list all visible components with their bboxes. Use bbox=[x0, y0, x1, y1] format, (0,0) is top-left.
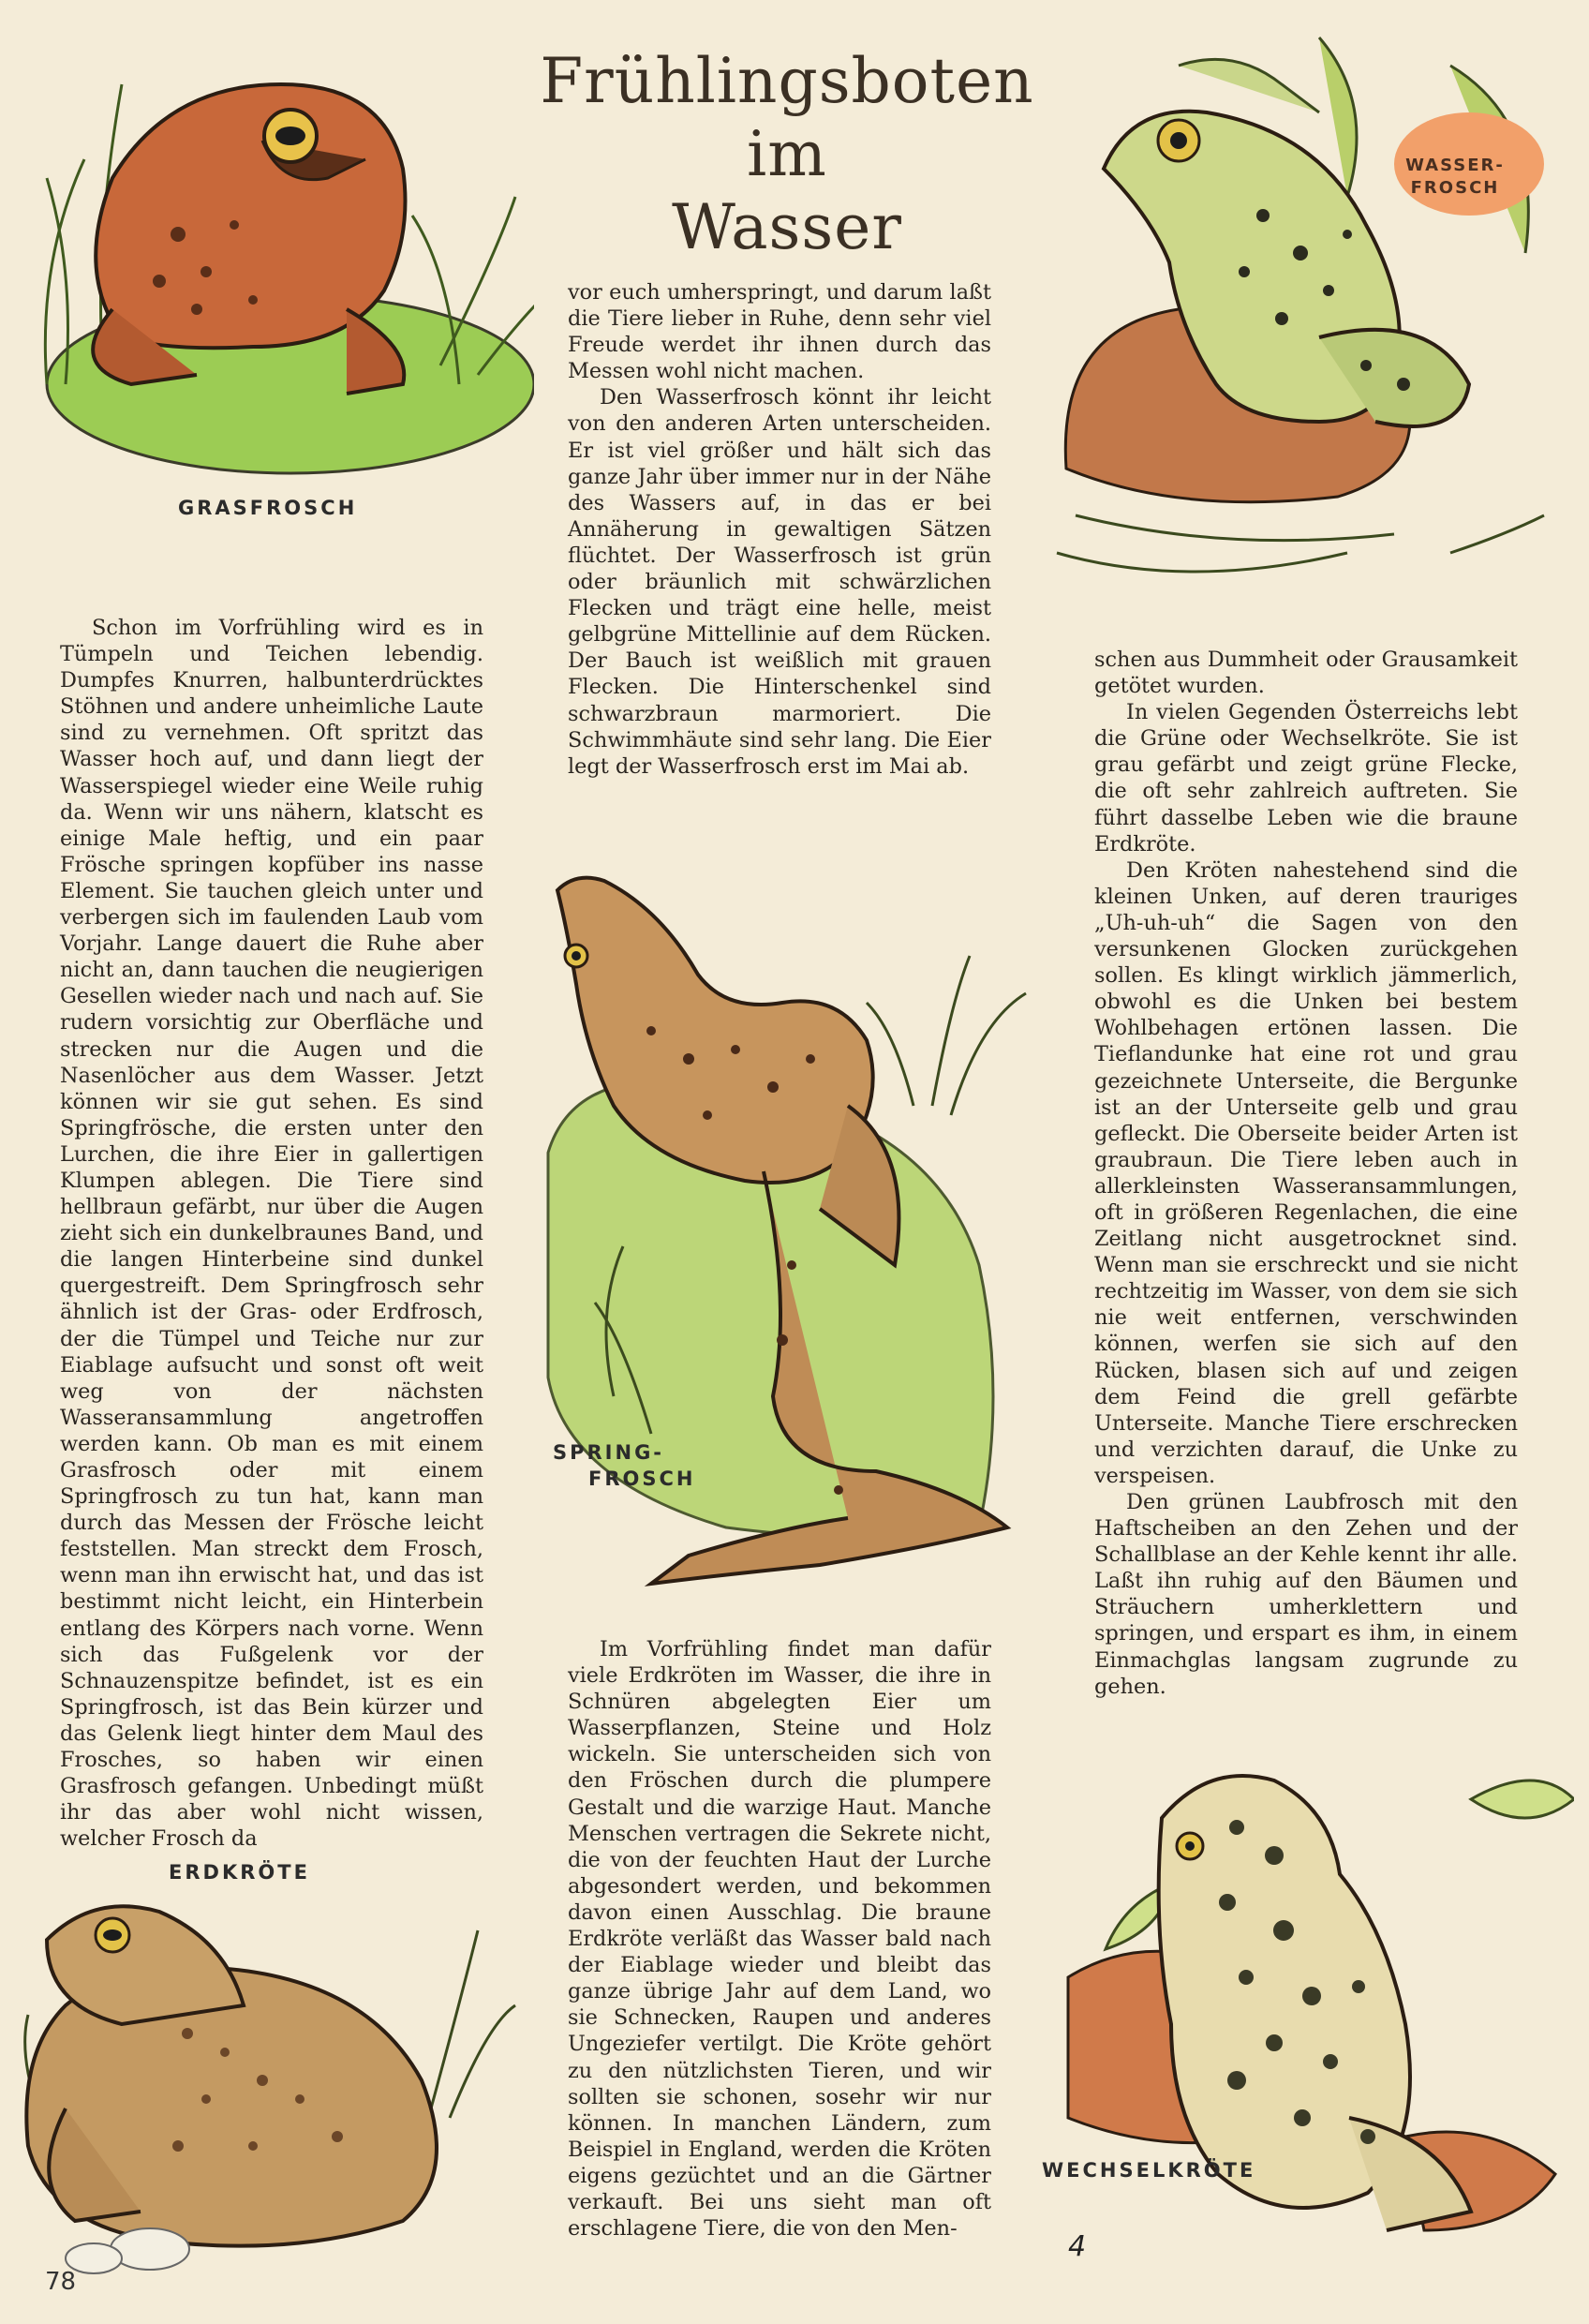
caption-springfrosch-line-1: SPRING- bbox=[553, 1441, 665, 1464]
paragraph: vor euch umherspringt, und darum laßt die Tiere lieber in Ruhe, denn sehr viel Freude werdet ihr ihnen durch das Messen wohl nicht machen. bbox=[568, 280, 991, 384]
wechselkroete-illustration bbox=[1049, 1743, 1574, 2268]
wasserfrosch-illustration bbox=[1038, 28, 1563, 581]
title-line-2: im bbox=[747, 118, 827, 190]
erdkroete-illustration bbox=[9, 1865, 534, 2277]
page-number: 78 bbox=[45, 2268, 77, 2296]
paragraph: Den grünen Laubfrosch mit den Haftscheiben an den Zehen und der Schallblase an der Kehle kennt ihr alle. Laßt ihn ruhig auf den Bäumen und Sträuchern umherklettern und springen, und erspart es ihm, in einem Einmachglas langsam zugrunde zu gehen. bbox=[1094, 1490, 1518, 1699]
caption-springfrosch bbox=[553, 1439, 695, 1492]
artist-signature: 4 bbox=[1068, 2230, 1087, 2263]
caption-erdkroete: ERDKRÖTE bbox=[169, 1861, 310, 1884]
text-column-left bbox=[60, 615, 483, 1852]
caption-wasserfrosch bbox=[1385, 155, 1525, 200]
text-column-middle-bottom bbox=[568, 1636, 991, 2242]
grasfrosch-illustration bbox=[9, 28, 534, 515]
paragraph: Den Kröten nahestehend sind die kleinen Unken, auf deren trauriges „Uh-uh-uh“ die Sagen von den versunkenen Glocken zurückgehen sollen. Es klingt wirklich jämmerlich, obwohl es die Unken bei bestem Wohlbehagen ertönen lassen. Die Tieflandunke hat eine rot und grau gezeichnete Unterseite, die Bergunke ist an der Unterseite gelb und grau gefleckt. Die Oberseite beider Arten ist graubraun. Die Tiere leben auch in allerkleinsten Wasseransammlungen, oft in größeren Regenlachen, die eine Zeitlang nicht ausgetrocknet sind. Wenn man sie erschreckt und sie nicht rechtzeitig im Wasser, von dem sie sich nie weit entfernen, verschwinden können, werfen sie sich auf den Rücken, blasen sich auf und zeigen dem Feind die grell gefärbte Unterseite. Manche Tiere erschrecken und verzichten darauf, die Unke zu verspeisen. bbox=[1094, 857, 1518, 1488]
paragraph: schen aus Dummheit oder Grausamkeit getötet wurden. bbox=[1094, 648, 1518, 699]
paragraph: Im Vorfrühling findet man dafür viele Erdkröten im Wasser, die ihre in Schnüren abgelegten Eier um Wasserpflanzen, Steine und Holz wickeln. Sie unterscheiden sich von den Fröschen durch die plumpere Gestalt und die warzige Haut. Manche Menschen vertragen die Sekrete nicht, die von der feuchten Haut der Lurche abgesondert werden, und bekommen davon einen Ausschlag. Die braune Erdkröte verläßt das Wasser bald nach der Eiablage wieder und bleibt das ganze übrige Jahr auf dem Land, wo sie Schnecken, Raupen und anderes Ungeziefer vertilgt. Die Kröte gehört zu den nützlichsten Tieren, und wir sollten sie schonen, sosehr wir nur können. In manchen Ländern, zum Beispiel in England, werden die Kröten eigens gezüchtet und an die Gärtner verkauft. Bei uns sieht man oft erschlagene Tiere, die von den Men- bbox=[568, 1637, 991, 2242]
springfrosch-illustration bbox=[539, 872, 1035, 1602]
caption-wechselkroete: WECHSELKRÖTE bbox=[1042, 2159, 1256, 2182]
paragraph: In vielen Gegenden Österreichs lebt die Grüne oder Wechselkröte. Sie ist grau gefärbt und zeigt grüne Flecke, die oft sehr zahlreich auftreten. Sie führt dasselbe Leben wie die braune Erdkröte. bbox=[1094, 700, 1518, 857]
text-column-middle-top bbox=[568, 279, 991, 780]
text-column-right bbox=[1094, 647, 1518, 1700]
caption-wasserfrosch-line-1: WASSER- bbox=[1405, 156, 1505, 175]
paragraph: Schon im Vorfrühling wird es in Tümpeln und Teichen lebendig. Dumpfes Knurren, halbunterdrücktes Stöhnen und andere unheimliche Laute sind zu vernehmen. Oft spritzt das Wasser hoch auf, und dann liegt der Wasserspiegel wieder eine Weile ruhig da. Wenn wir uns nähern, klatscht es einige Male heftig, und ein paar Frösche springen kopfüber ins nasse Element. Sie tauchen gleich unter und verbergen sich im faulenden Laub vom Vorjahr. Lange dauert die Ruhe aber nicht an, dann tauchen die neugierigen Gesellen wieder nach und nach auf. Sie rudern vorsichtig zur Oberfläche und strecken nur die Augen und die Nasenlöcher aus dem Wasser. Jetzt können wir sie gut sehen. Es sind Springfrösche, die ersten unter den Lurchen, die ihre Eier in gallertigen Klumpen ablegen. Die Tiere sind hellbraun gefärbt, nur über die Augen zieht sich ein dunkelbraunes Band, und die langen Hinterbeine sind dunkel quergestreift. Dem Springfrosch sehr ähnlich ist der Gras- oder Erdfrosch, der die Tümpel und Teiche nur zur Eiablage aufsucht und sonst oft weit weg von der nächsten Wasseransammlung angetroffen werden kann. Ob man es mit einem Grasfrosch oder mit einem Springfrosch zu tun hat, kann man durch das Messen der Frösche leicht feststellen. Man streckt dem Frosch, wenn man ihn erwischt hat, und das ist bestimmt nicht leicht, ein Hinterbein entlang des Körpers nach vorne. Wenn sich das Fußgelenk vor der Schnauzenspitze befindet, ist es ein Springfrosch, ist das Bein kürzer und das Gelenk liegt hinter dem Maul des Frosches, so haben wir einen Grasfrosch gefangen. Unbedingt müßt ihr das aber wohl nicht wissen, welcher Frosch da bbox=[60, 616, 483, 1852]
paragraph: Den Wasserfrosch könnt ihr leicht von den anderen Arten unterscheiden. Er ist viel größer und hält sich das ganze Jahr über immer nur in der Nähe des Wassers auf, in das er bei Annäherung in gewaltigen Sätzen flüchtet. Der Wasserfrosch ist grün oder bräunlich mit schwärzlichen Flecken und trägt eine helle, meist gelbgrüne Mittellinie auf dem Rücken. Der Bauch ist weißlich mit grauen Flecken. Die Hinterschenkel sind schwarzbraun marmoriert. Die Schwimmhäute sind sehr lang. Die Eier legt der Wasserfrosch erst im Mai ab. bbox=[568, 385, 991, 779]
title-line-1: Frühlingsboten bbox=[540, 45, 1034, 117]
caption-wasserfrosch-line-2: FROSCH bbox=[1410, 178, 1500, 198]
page-title bbox=[525, 45, 1049, 264]
caption-springfrosch-line-2: FROSCH bbox=[588, 1467, 696, 1490]
caption-grasfrosch: GRASFROSCH bbox=[178, 497, 358, 519]
title-line-3: Wasser bbox=[672, 191, 902, 263]
